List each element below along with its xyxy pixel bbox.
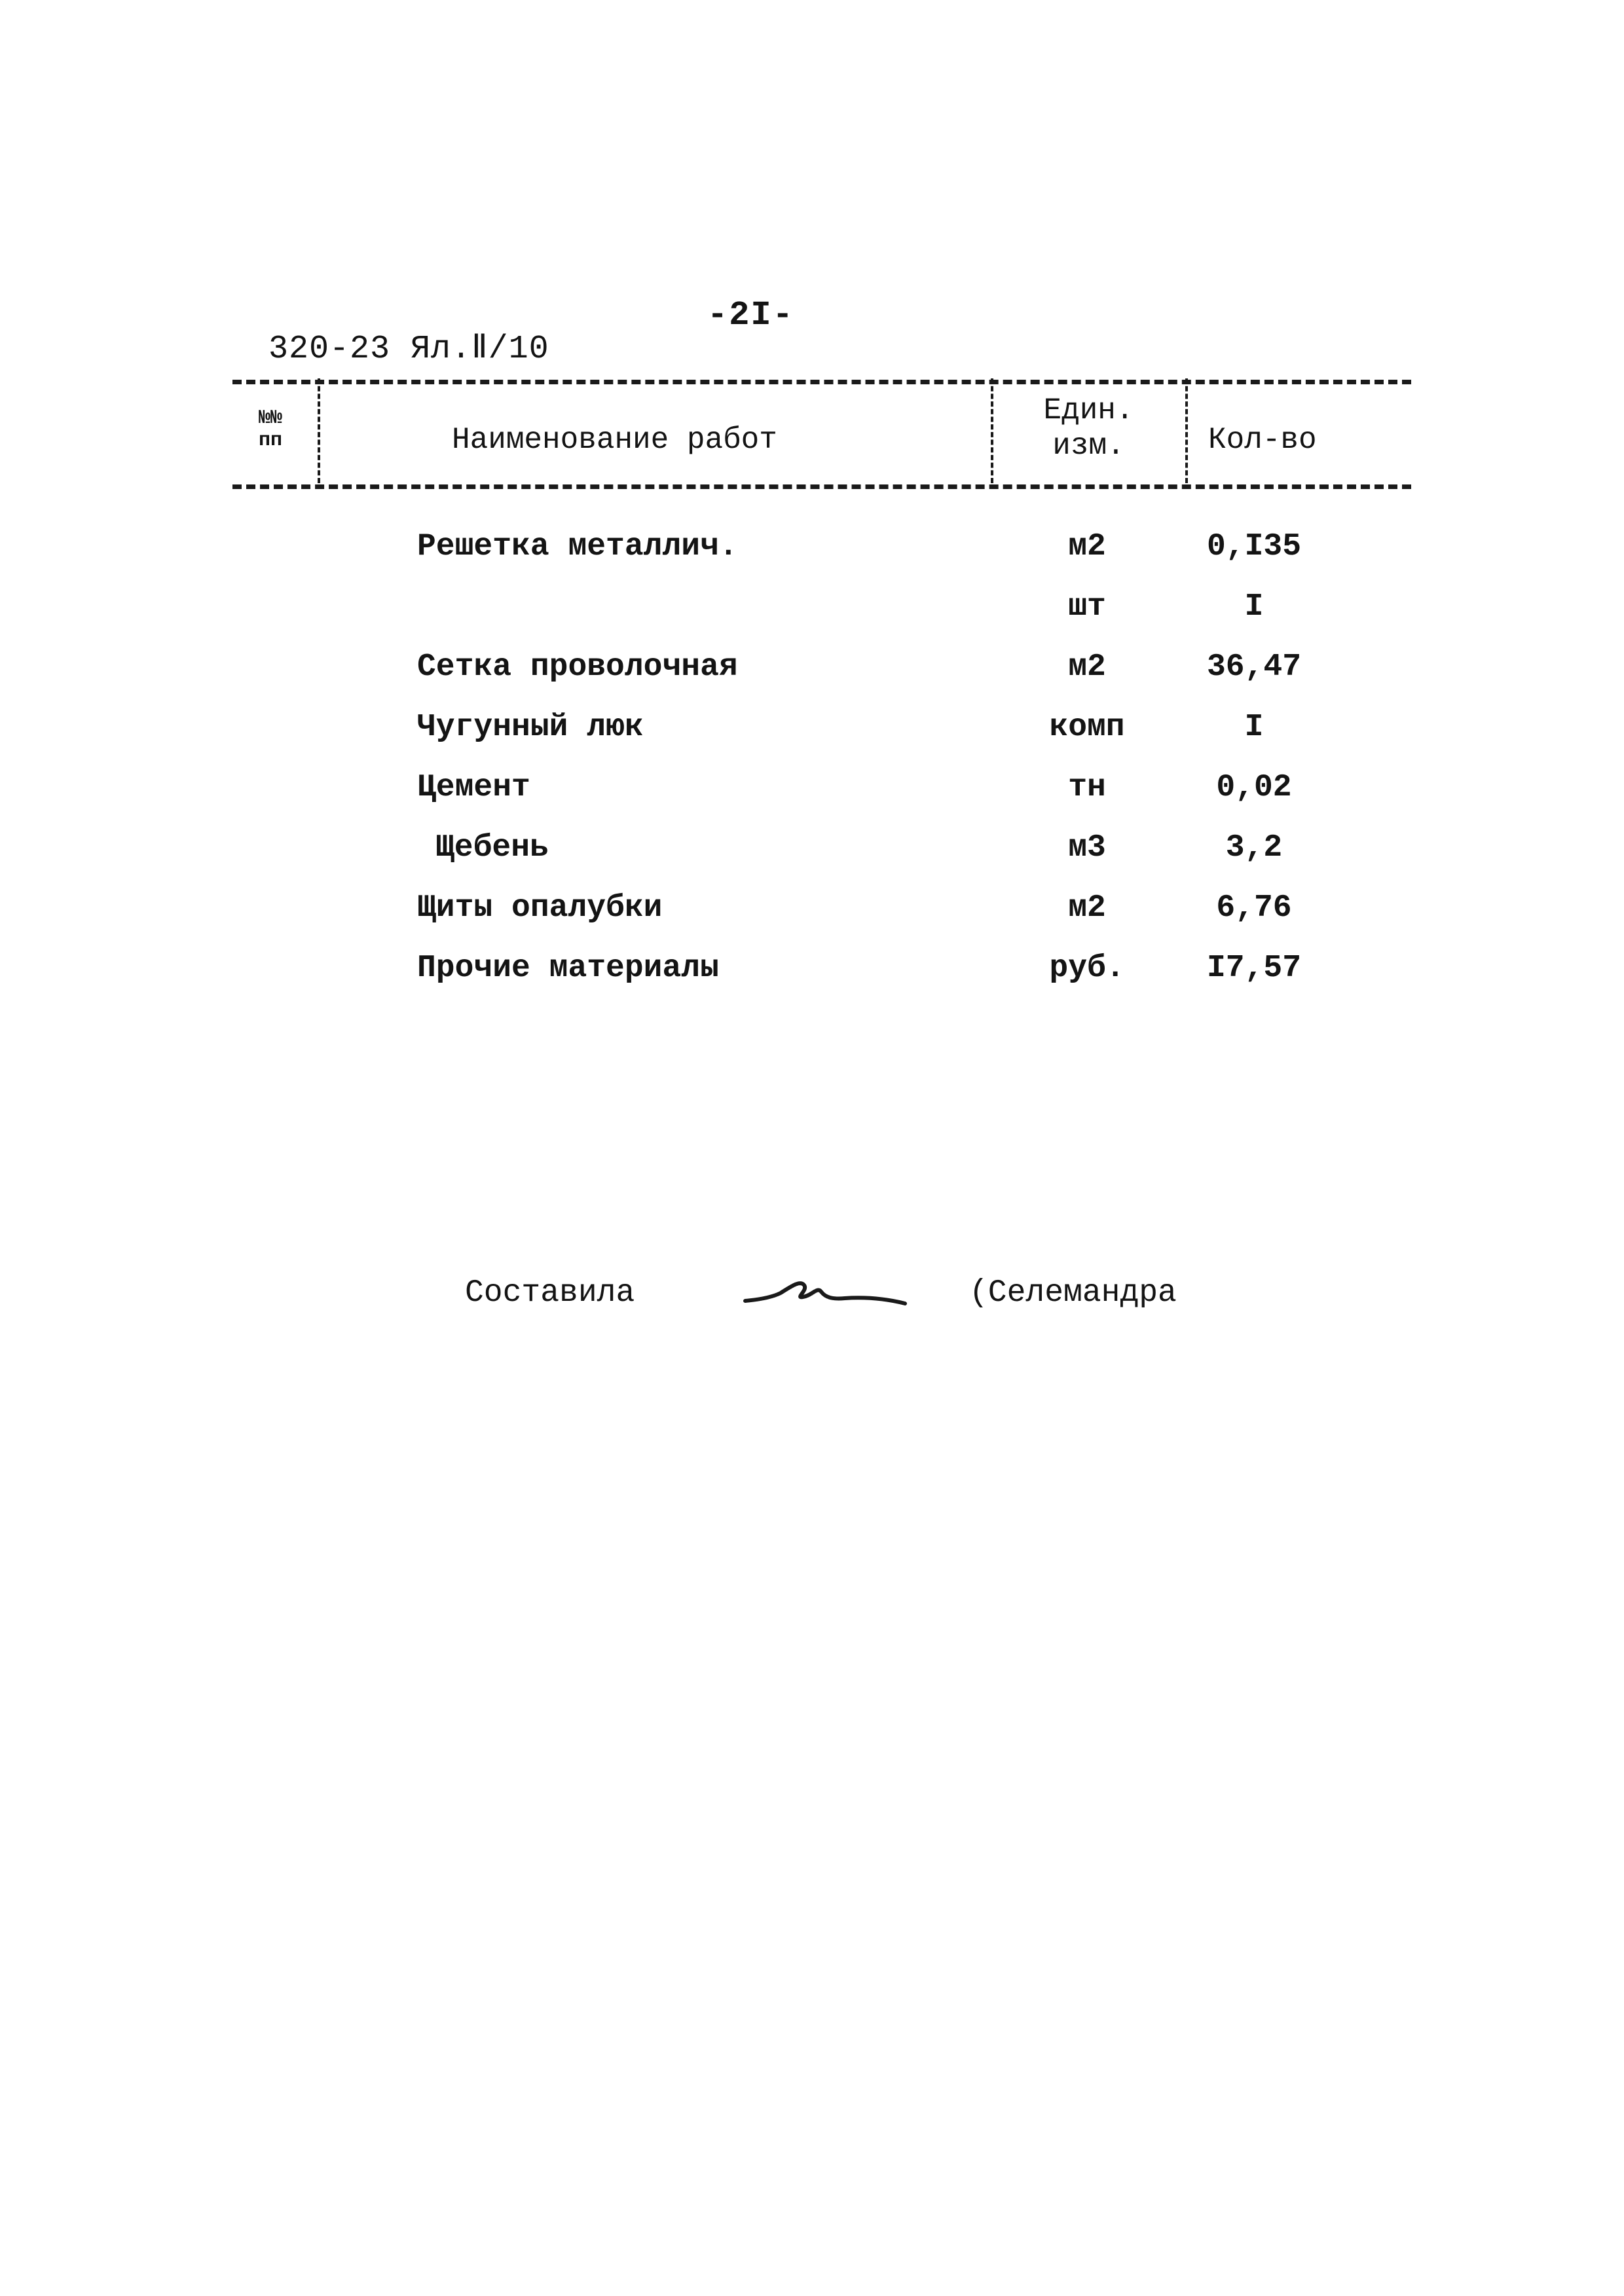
table-row (0, 770, 1624, 816)
document-code: 320-23 Ял.Ⅱ/10 (268, 331, 549, 368)
table-row (0, 589, 1624, 635)
column-header-unit-top: Един. (1043, 393, 1134, 428)
row-name: Щиты опалубки (417, 890, 663, 926)
table-row (0, 830, 1624, 876)
row-name: Цемент (417, 770, 530, 805)
column-header-number (248, 407, 293, 452)
row-quantity: 3,2 (1225, 830, 1283, 866)
row-unit: м2 (1068, 890, 1106, 926)
row-quantity: 0,02 (1216, 770, 1292, 805)
row-unit: м2 (1068, 529, 1106, 564)
page-number: -2I- (707, 296, 794, 335)
table-row (0, 529, 1624, 575)
row-quantity: I (1244, 710, 1264, 745)
handwritten-signature (740, 1260, 910, 1319)
row-unit: комп (1049, 710, 1125, 745)
row-name: Решетка металлич. (417, 529, 738, 564)
row-quantity: 36,47 (1206, 649, 1302, 685)
column-divider-3 (1185, 378, 1188, 483)
row-unit: руб. (1049, 951, 1125, 986)
column-header-unit (1041, 393, 1136, 464)
row-name: Чугунный люк (417, 710, 644, 745)
column-header-unit-bottom: изм. (1052, 429, 1125, 463)
row-unit: тн (1068, 770, 1106, 805)
table-header-bottom-rule (232, 484, 1411, 489)
row-unit: м3 (1068, 830, 1106, 866)
row-quantity: I (1244, 589, 1264, 625)
column-divider-1 (318, 378, 320, 483)
row-name: Сетка проволочная (417, 649, 738, 685)
column-header-number-top: №№ (258, 407, 282, 429)
table-top-rule (232, 380, 1411, 384)
row-name: Щебень (435, 830, 549, 866)
row-name: Прочие материалы (417, 951, 719, 986)
column-header-number-bottom: пп (258, 429, 282, 452)
table-row (0, 890, 1624, 936)
compiler-name: (Селемандра (969, 1275, 1177, 1311)
row-quantity: 6,76 (1216, 890, 1292, 926)
table-row (0, 951, 1624, 996)
row-unit: шт (1068, 589, 1106, 625)
row-unit: м2 (1068, 649, 1106, 685)
column-header-quantity: Кол-во (1208, 423, 1317, 457)
row-quantity: 0,I35 (1206, 529, 1302, 564)
row-quantity: I7,57 (1206, 951, 1302, 986)
table-row (0, 649, 1624, 695)
column-header-name: Наименование работ (452, 423, 777, 457)
compiled-by-label: Составила (465, 1275, 635, 1311)
column-divider-2 (991, 378, 993, 483)
table-row (0, 710, 1624, 756)
